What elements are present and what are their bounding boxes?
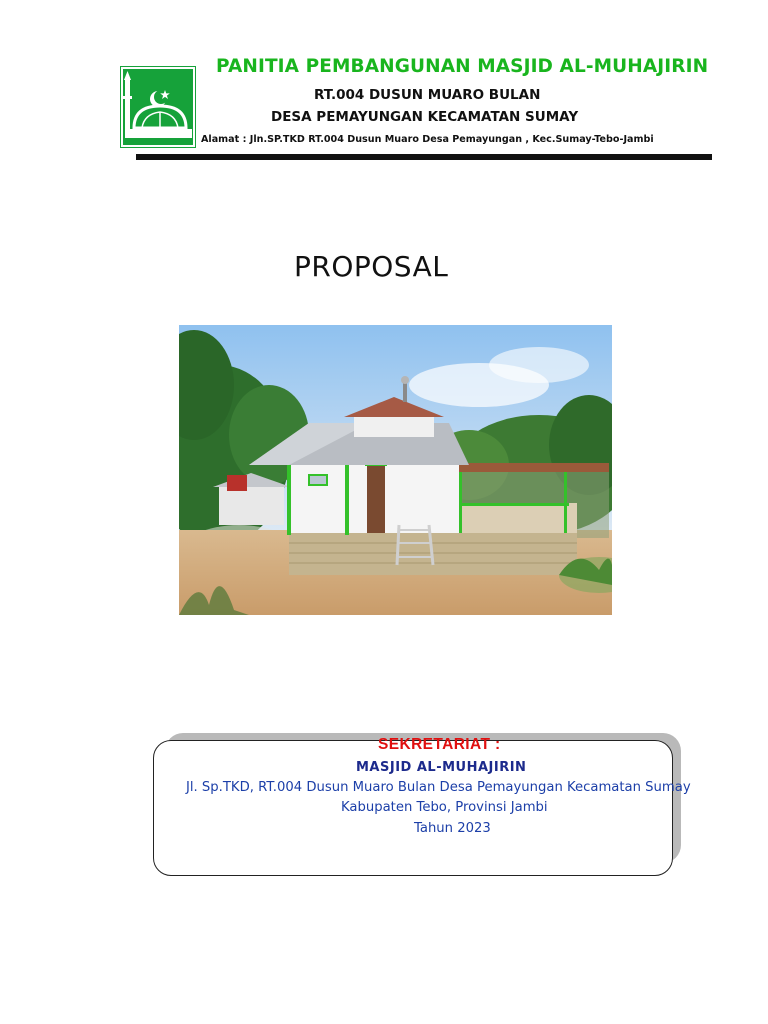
header-divider [136, 154, 712, 160]
organization-title: PANITIA PEMBANGUNAN MASJID AL-MUHAJIRIN [216, 56, 709, 77]
secretariat-address-line2: Kabupaten Tebo, Provinsi Jambi [341, 800, 548, 815]
header-desa-line: DESA PEMAYUNGAN KECAMATAN SUMAY [271, 109, 579, 125]
secretariat-heading: SEKRETARIAT : [378, 736, 501, 753]
document-title: PROPOSAL [294, 250, 449, 283]
secretariat-year: Tahun 2023 [414, 821, 491, 836]
mosque-building-photo [179, 325, 612, 615]
organization-logo [120, 66, 196, 148]
header-address: Alamat : Jln.SP.TKD RT.004 Dusun Muaro Desa Pemayungan , Kec.Sumay-Tebo-Jambi [201, 134, 654, 145]
mosque-crescent-star-icon [120, 66, 196, 148]
secretariat-name: MASJID AL-MUHAJIRIN [356, 760, 527, 775]
header-rt-line: RT.004 DUSUN MUARO BULAN [314, 87, 541, 103]
mosque-photo [179, 325, 612, 615]
secretariat-address-line1: Jl. Sp.TKD, RT.004 Dusun Muaro Bulan Desa Pemayungan Kecamatan Sumay [186, 780, 691, 795]
